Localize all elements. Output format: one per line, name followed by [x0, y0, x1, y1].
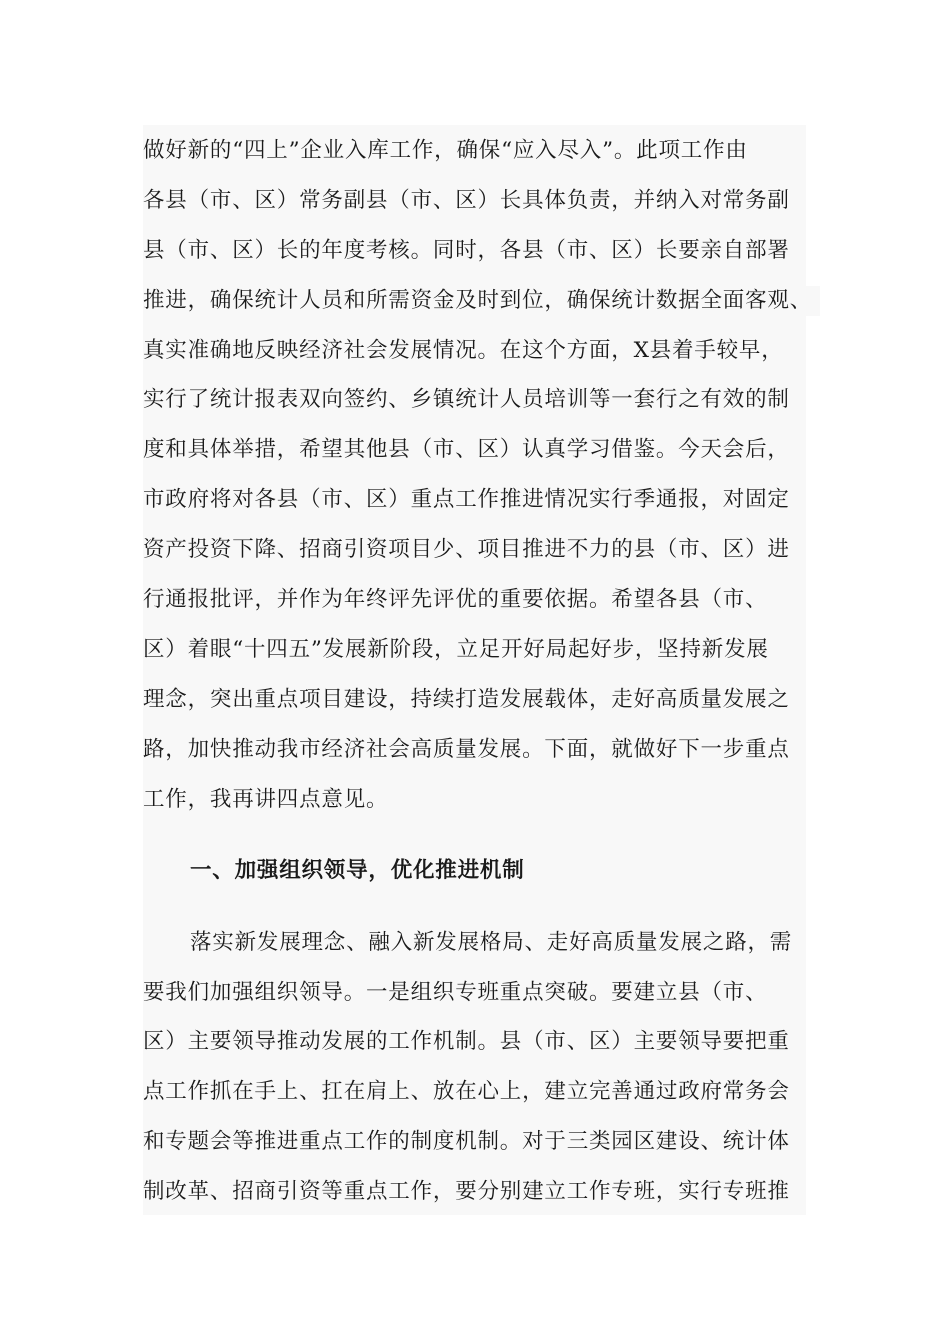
- paragraph-line: 实行了统计报表双向签约、乡镇统计人员培训等一套行之有效的制: [143, 387, 790, 412]
- paragraph-line: 要我们加强组织领导。一是组织专班重点突破。要建立县（市、: [143, 980, 768, 1005]
- paragraph-line: 行通报批评，并作为年终评先评优的重要依据。希望各县（市、: [143, 587, 768, 612]
- paragraph-line: 和专题会等推进重点工作的制度机制。对于三类园区建设、统计体: [143, 1129, 790, 1154]
- paragraph-line: 做好新的“四上”企业入库工作，确保“应入尽入”。此项工作由: [143, 138, 748, 163]
- paragraph-line: 落实新发展理念、融入新发展格局、走好高质量发展之路，需: [190, 930, 793, 955]
- paragraph-line: 区）主要领导推动发展的工作机制。县（市、区）主要领导要把重: [143, 1029, 790, 1054]
- paragraph-line: 市政府将对各县（市、区）重点工作推进情况实行季通报，对固定: [143, 487, 790, 512]
- paragraph-line: 区）着眼“十四五”发展新阶段，立足开好局起好步，坚持新发展: [143, 637, 769, 662]
- paragraph-line: 制改革、招商引资等重点工作，要分别建立工作专班，实行专班推: [143, 1179, 790, 1204]
- paragraph-line: 工作，我再讲四点意见。: [143, 787, 389, 812]
- paragraph-line: 度和具体举措，希望其他县（市、区）认真学习借鉴。今天会后，: [143, 437, 790, 462]
- paragraph-line: 资产投资下降、招商引资项目少、项目推进不力的县（市、区）进: [143, 537, 790, 562]
- paragraph-line: 县（市、区）长的年度考核。同时，各县（市、区）长要亲自部署: [143, 238, 790, 263]
- paragraph-line: 推进，确保统计人员和所需资金及时到位，确保统计数据全面客观、: [143, 286, 820, 316]
- paragraph-line: 路，加快推动我市经济社会高质量发展。下面，就做好下一步重点: [143, 737, 790, 762]
- paragraph-line: 各县（市、区）常务副县（市、区）长具体负责，并纳入对常务副: [143, 188, 790, 213]
- paragraph-line: 点工作抓在手上、扛在肩上、放在心上，建立完善通过政府常务会: [143, 1079, 790, 1104]
- paragraph-line: 理念，突出重点项目建设，持续打造发展载体，走好高质量发展之: [143, 687, 790, 712]
- section-heading: 一、加强组织领导，优化推进机制: [190, 858, 525, 883]
- paragraph-line: 真实准确地反映经济社会发展情况。在这个方面，X县着手较早，: [143, 338, 784, 363]
